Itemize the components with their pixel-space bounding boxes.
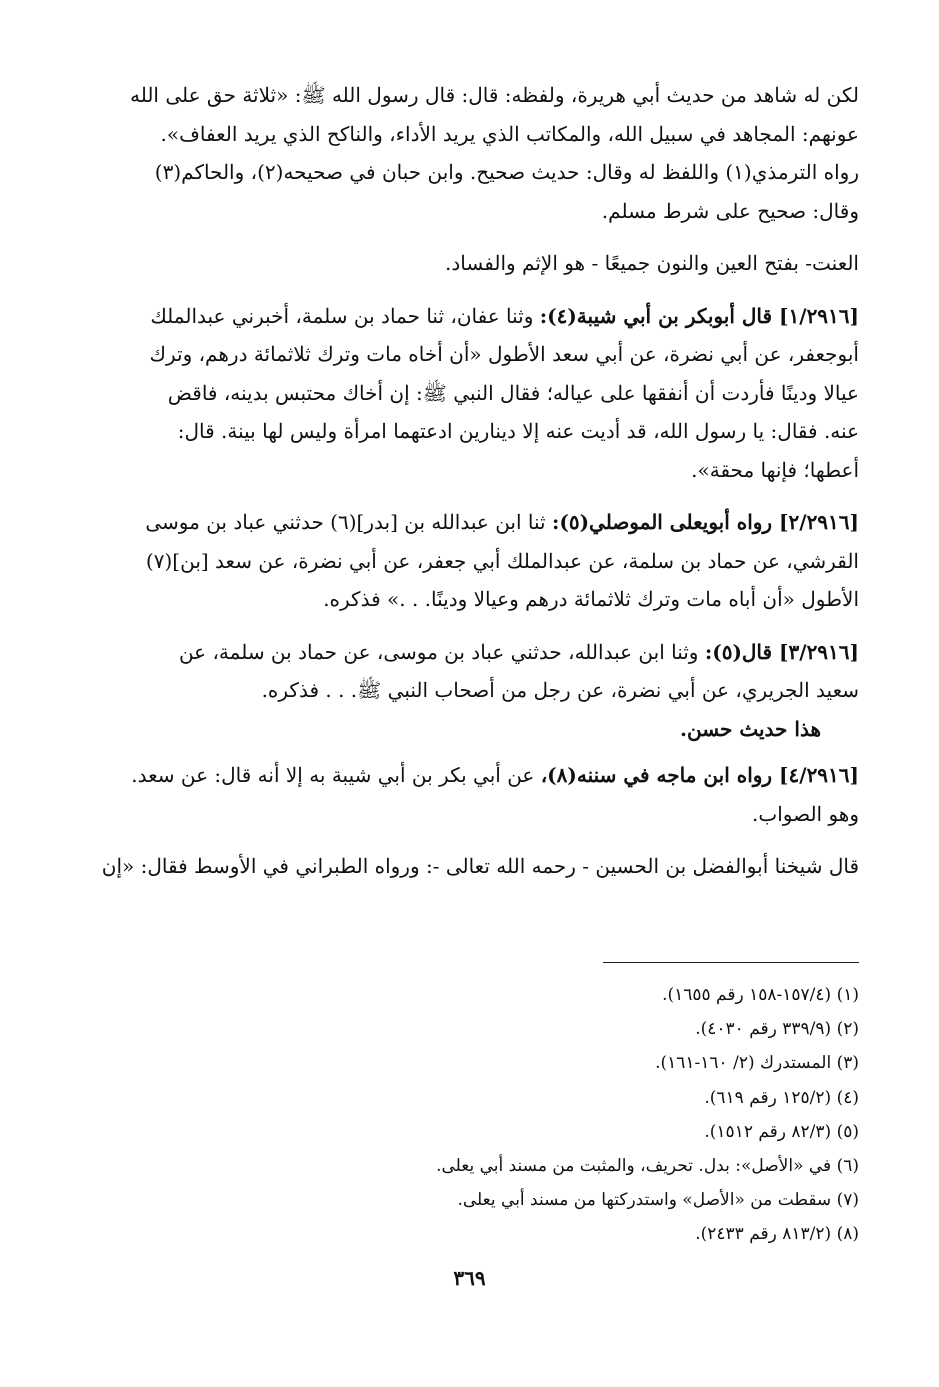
paragraph-hadith-4 (99, 756, 859, 833)
hadith-reference: [١/٢٩١٦] قال أبوبكر بن أبي شيبة(٤): (539, 303, 859, 328)
footnote: (٤) (١٢٥/٢ رقم ٦١٩). (704, 1087, 859, 1108)
footnotes (99, 978, 859, 1252)
text-line: لكن له شاهد من حديث أبي هريرة، ولفظه: قال: قال رسول الله ﷺ: «ثلاثة حق على الله (129, 83, 859, 107)
hadith-reference: [٢/٢٩١٦] رواه أبويعلى الموصلي(٥): (551, 510, 859, 534)
footnote: (٨) (٨١٣/٢ رقم ٢٤٣٣). (695, 1224, 859, 1245)
text-line: الأطول «أن أباه مات وترك ثلاثمائة درهم وعيالا ودينًا. . .» فذكره. (323, 587, 859, 611)
text-line: عنه. فقال: يا رسول الله، قد أديت عنه إلا دينارين ادعتهما امرأة وليس لها بينة. قال: (177, 419, 859, 443)
text-line: أعطها؛ فإنها محقة». (691, 457, 859, 482)
text-line: عيالا ودينًا فأردت أن أنفقها على عياله؛ فقال النبي ﷺ: إن أخاك محتبس بدينه، فاقض (167, 380, 859, 405)
text-line: وقال: صحيح على شرط مسلم. (601, 198, 859, 223)
hadith-reference: [٤/٢٩١٦] رواه ابن ماجه في سننه(٨)، (540, 763, 859, 787)
grading-statement: هذا حديث حسن. (680, 716, 821, 741)
text-line: رواه الترمذي(١) واللفظ له وقال: حديث صحيح. وابن حبان في صحيحه(٢)، والحاكم(٣) (154, 160, 859, 184)
text-line: العنت- بفتح العين والنون جميعًا - هو الإثم والفساد. (445, 251, 859, 275)
text-line: عونهم: المجاهد في سبيل الله، والمكاتب الذي يريد الأداء، والناكح الذي يريد العفاف». (160, 121, 859, 146)
paragraph-hadith-2 (99, 503, 859, 619)
paragraph-shaykh (99, 847, 859, 886)
main-text (99, 76, 859, 900)
footnote: (٦) في «الأصل»: بدل. تحريف، والمثبت من مسند أبي يعلى. (436, 1156, 859, 1177)
page-number: ٣٦٩ (453, 1266, 486, 1290)
text-segment: وثنا ابن عبدالله، حدثني عباد بن موسى، عن حماد بن سلمة، عن (178, 639, 705, 664)
text-segment: عن أبي بكر بن أبي شيبة به إلا أنه قال: عن سعد. (131, 763, 541, 787)
text-line: القرشي، عن حماد بن سلمة، عن عبدالملك أبي جعفر، عن أبي نضرة، عن سعد [بن](٧) (145, 548, 859, 573)
text-line: سعيد الجريري، عن أبي نضرة، عن رجل من أصحاب النبي ﷺ. . . فذكره. (261, 678, 859, 702)
footnote: (٣) المستدرك (٢/ ١٦٠-١٦١). (655, 1053, 859, 1074)
text-line (99, 503, 859, 542)
footnote: (٥) (٨٢/٣ رقم ١٥١٢). (704, 1121, 859, 1142)
text-line: وهو الصواب. (752, 801, 859, 826)
text-line: قال شيخنا أبوالفضل بن الحسين - رحمه الله تعالى -: ورواه الطبراني في الأوسط فقال: «إن (101, 854, 859, 878)
text-segment: ثنا ابن عبدالله بن [بدر](٦) حدثني عباد بن موسى (145, 510, 552, 534)
text-line (99, 633, 859, 672)
text-line (99, 756, 859, 795)
text-line (99, 297, 859, 336)
paragraph-shahid (99, 76, 859, 230)
paragraph-definition (99, 244, 859, 283)
footnote: (٢) (٣٣٩/٩ رقم ٤٠٣٠). (695, 1019, 859, 1040)
footnote: (٧) سقطت من «الأصل» واستدركتها من مسند أبي يعلى. (457, 1190, 859, 1211)
hadith-reference: [٣/٢٩١٦] قال(٥): (704, 639, 859, 664)
paragraph-hadith-1 (99, 297, 859, 490)
text-segment: وثنا عفان، ثنا حماد بن سلمة، أخبرني عبدالملك (150, 303, 540, 328)
text-line: أبوجعفر، عن أبي نضرة، عن أبي سعد الأطول «أن أخاه مات وترك ثلاثمائة درهم، وترك (149, 342, 859, 366)
footnote-divider (603, 962, 859, 963)
paragraph-hadith-3 (99, 633, 859, 710)
footnote: (١) (١٥٧/٤-١٥٨ رقم ١٦٥٥). (662, 985, 859, 1005)
